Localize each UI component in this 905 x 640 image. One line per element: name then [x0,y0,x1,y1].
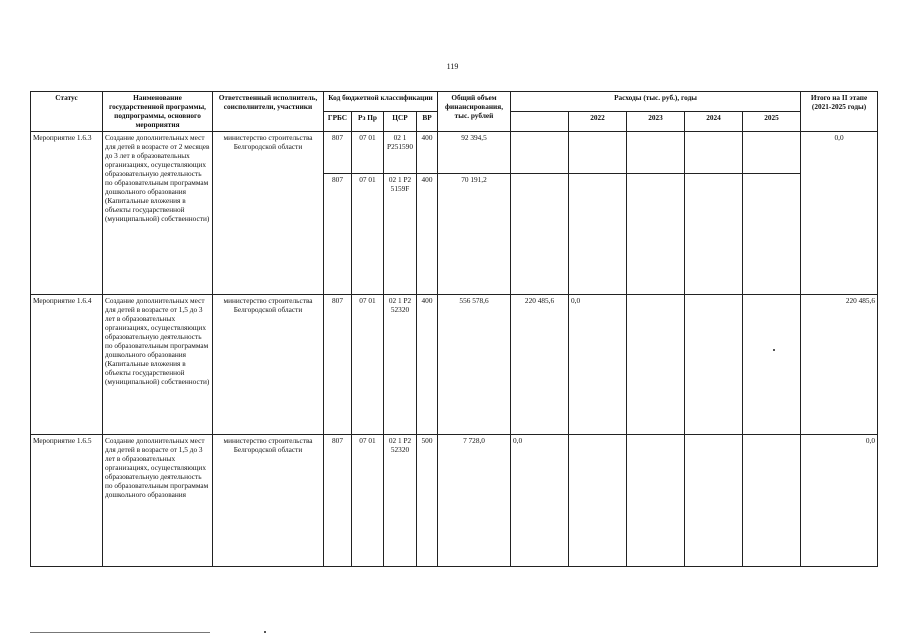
grbs-cell: 807 [324,132,352,174]
year-2023-cell [627,132,685,174]
year-2024-cell [685,435,743,567]
header-expenses: Расходы (тыс. руб.), годы [511,92,801,112]
header-year-2025: 2025 [743,112,801,132]
total-cell: 556 578,6 [438,295,511,435]
year-blank-cell [511,132,569,174]
name-cell: Создание дополнительных мест для детей в возрасте от 1,5 до 3 лет в образовательных организациях, осуществляющих образовательную деятельность по образовательным программам дошкольного образования (Капитальные вложения в объекты государственной (муниципальной) собственности) [103,295,213,435]
year-2025-cell [743,295,801,435]
year-2025-cell [743,435,801,567]
vr-cell: 400 [417,132,438,174]
table-row [31,295,878,435]
name-cell: Создание дополнительных мест для детей в возрасте от 1,5 до 3 лет в образовательных организациях, осуществляющих образовательную деятельность по образовательным программам дошкольного образования [103,435,213,567]
header-vr: ВР [417,112,438,132]
year-2023-cell [627,295,685,435]
year-2024-cell [685,174,743,295]
status-cell: Мероприятие 1.6.4 [31,295,103,435]
header-rz-pr: Рз Пр [352,112,384,132]
header-status: Статус [31,92,103,132]
total-cell: 92 394,5 [438,132,511,174]
vr-cell: 400 [417,174,438,295]
year-blank-cell [511,174,569,295]
grbs-cell: 807 [324,435,352,567]
page-number: 119 [446,62,459,71]
grbs-cell: 807 [324,295,352,435]
csr-cell: 02 1 P2 5159F [384,174,417,295]
year-2022-cell [569,174,627,295]
executor-cell: министерство строительства Белгородской области [213,295,324,435]
total-cell: 7 728,0 [438,435,511,567]
header-year-2022: 2022 [569,112,627,132]
header-year-blank [511,112,569,132]
vr-cell: 500 [417,435,438,567]
year-blank-cell: 0,0 [511,435,569,567]
name-cell: Создание дополнительных мест для детей в возрасте от 2 месяцев до 3 лет в образовательных организациях, осуществляющих образовательную деятельность по образовательным программам дошкольного образования (Капитальные вложения в объекты государственной (муниципальной) собственности) [103,132,213,295]
stage-total-cell: 0,0 [801,435,878,567]
header-total-volume: Общий объем финансирования, тыс. рублей [438,92,511,132]
year-2022-cell [569,132,627,174]
stage-total-cell: 220 485,6 [801,295,878,435]
year-2025-cell [743,132,801,174]
header-grbs: ГРБС [324,112,352,132]
scan-speck [773,349,775,351]
header-program-name: Наименование государственной программы, подпрограммы, основного мероприятия [103,92,213,132]
year-2023-cell [627,174,685,295]
header-year-2023: 2023 [627,112,685,132]
total-cell: 70 191,2 [438,174,511,295]
table-row [31,132,878,174]
csr-cell: 02 1 P2 52320 [384,295,417,435]
rzpr-cell: 07 01 [352,132,384,174]
year-2024-cell [685,295,743,435]
csr-cell: 02 1 P251590 [384,132,417,174]
executor-cell: министерство строительства Белгородской области [213,435,324,567]
status-cell: Мероприятие 1.6.5 [31,435,103,567]
year-blank-cell: 220 485,6 [511,295,569,435]
grbs-cell: 807 [324,174,352,295]
executor-cell: министерство строительства Белгородской области [213,132,324,295]
header-stage-total: Итого на II этапе (2021-2025 годы) [801,92,878,132]
header-year-2024: 2024 [685,112,743,132]
rzpr-cell: 07 01 [352,295,384,435]
vr-cell: 400 [417,295,438,435]
table-row [31,435,878,567]
year-2022-cell [569,435,627,567]
scan-speck [264,631,266,633]
year-2024-cell [685,132,743,174]
table-header [31,92,878,132]
year-2023-cell [627,435,685,567]
header-csr: ЦСР [384,112,417,132]
year-2022-cell: 0,0 [569,295,627,435]
year-2025-cell [743,174,801,295]
header-budget-code: Код бюджетной классификации [324,92,438,112]
stage-total-cell: 0,0 [801,132,878,295]
csr-cell: 02 1 P2 52320 [384,435,417,567]
header-executor: Ответственный исполнитель, соисполнители, участники [213,92,324,132]
rzpr-cell: 07 01 [352,174,384,295]
rzpr-cell: 07 01 [352,435,384,567]
status-cell: Мероприятие 1.6.3 [31,132,103,295]
budget-table [30,91,878,567]
bottom-divider [30,632,210,633]
